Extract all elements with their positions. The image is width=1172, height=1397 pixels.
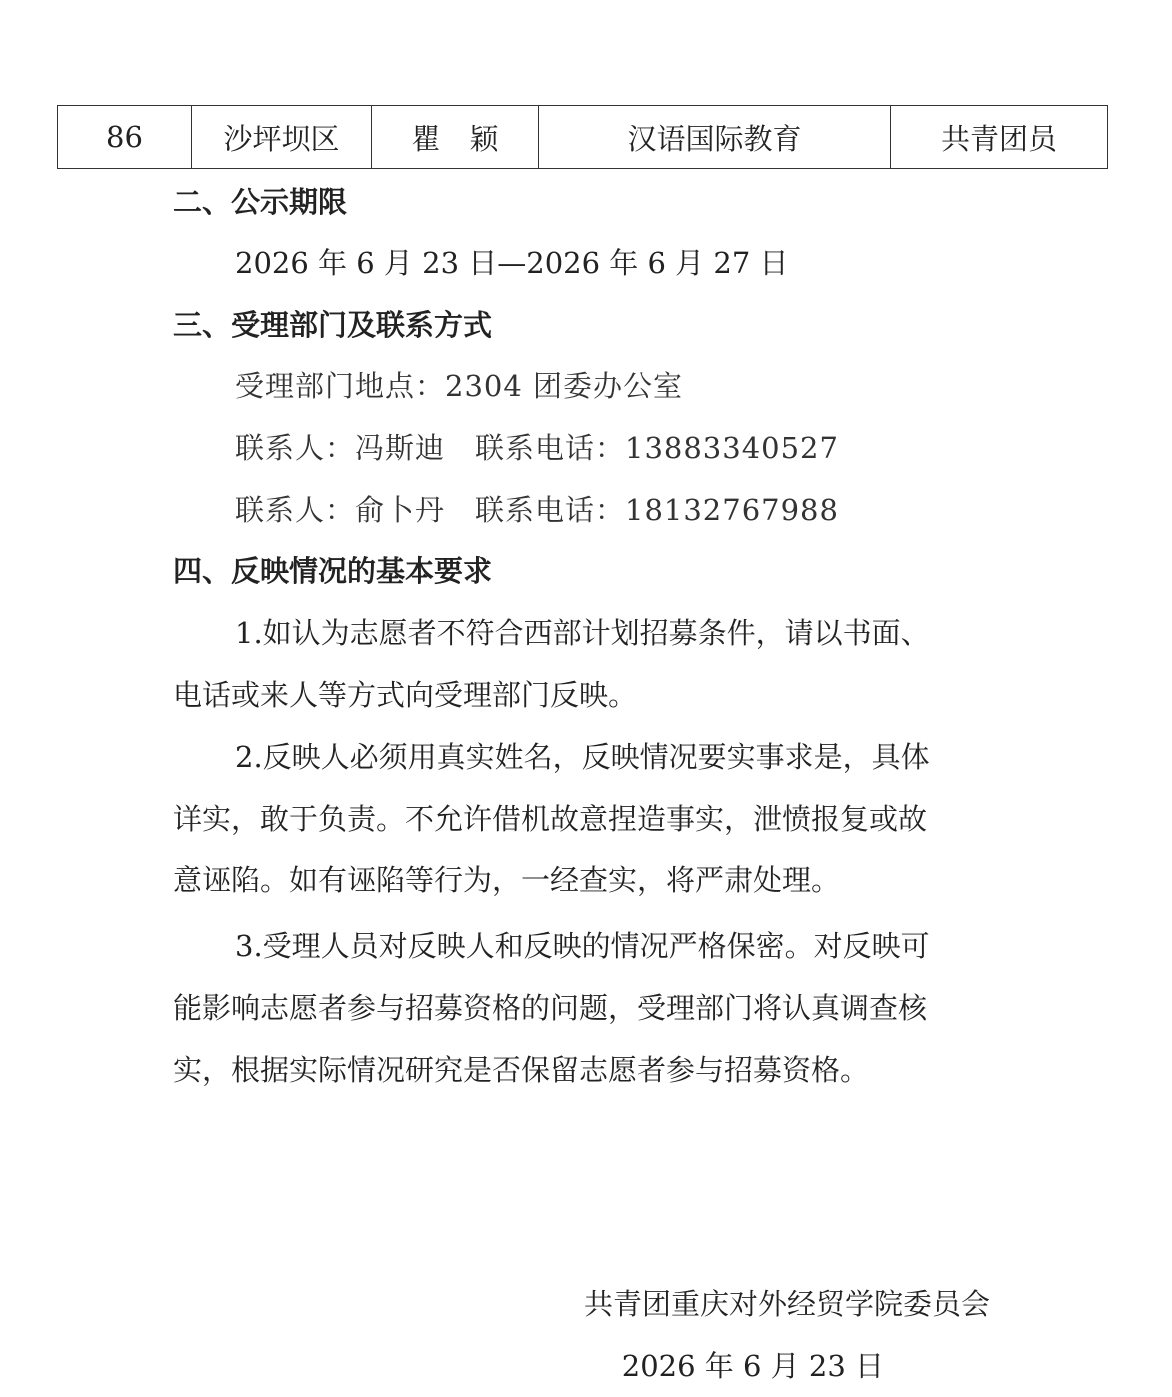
cell-number: 86 [58, 106, 192, 169]
cell-political-status: 共青团员 [891, 106, 1108, 169]
requirement-line: 电话或来人等方式向受理部门反映。 [173, 678, 638, 712]
section-heading-period: 二、公示期限 [173, 185, 348, 219]
requirement-line: 实，根据实际情况研究是否保留志愿者参与招募资格。 [173, 1053, 870, 1087]
requirement-line: 2.反映人必须用真实姓名，反映情况要实事求是，具体 [235, 740, 930, 774]
contact-person-2: 联系人：俞卜丹 联系电话：18132767988 [235, 493, 839, 527]
signature-date: 2026 年 6 月 23 日 [621, 1349, 884, 1383]
requirement-line: 意诬陷。如有诬陷等行为，一经查实，将严肃处理。 [173, 863, 841, 897]
contact-person-1: 联系人：冯斯迪 联系电话：13883340527 [235, 431, 839, 465]
requirement-line: 1.如认为志愿者不符合西部计划招募条件，请以书面、 [235, 616, 930, 650]
cell-major: 汉语国际教育 [539, 106, 891, 169]
cell-district: 沙坪坝区 [192, 106, 372, 169]
table-row [58, 106, 1108, 169]
section-heading-requirements: 四、反映情况的基本要求 [173, 554, 493, 588]
signature-organization: 共青团重庆对外经贸学院委员会 [583, 1287, 990, 1321]
contact-location: 受理部门地点：2304 团委办公室 [235, 369, 684, 403]
cell-name: 瞿 颖 [372, 106, 539, 169]
section-heading-contact: 三、受理部门及联系方式 [173, 308, 493, 342]
requirement-line: 能影响志愿者参与招募资格的问题，受理部门将认真调查核 [173, 991, 928, 1025]
requirement-line: 3.受理人员对反映人和反映的情况严格保密。对反映可 [235, 929, 930, 963]
requirement-line: 详实，敢于负责。不允许借机故意捏造事实，泄愤报复或故 [173, 802, 928, 836]
period-text: 2026 年 6 月 23 日—2026 年 6 月 27 日 [235, 246, 789, 280]
volunteer-table [57, 105, 1108, 169]
